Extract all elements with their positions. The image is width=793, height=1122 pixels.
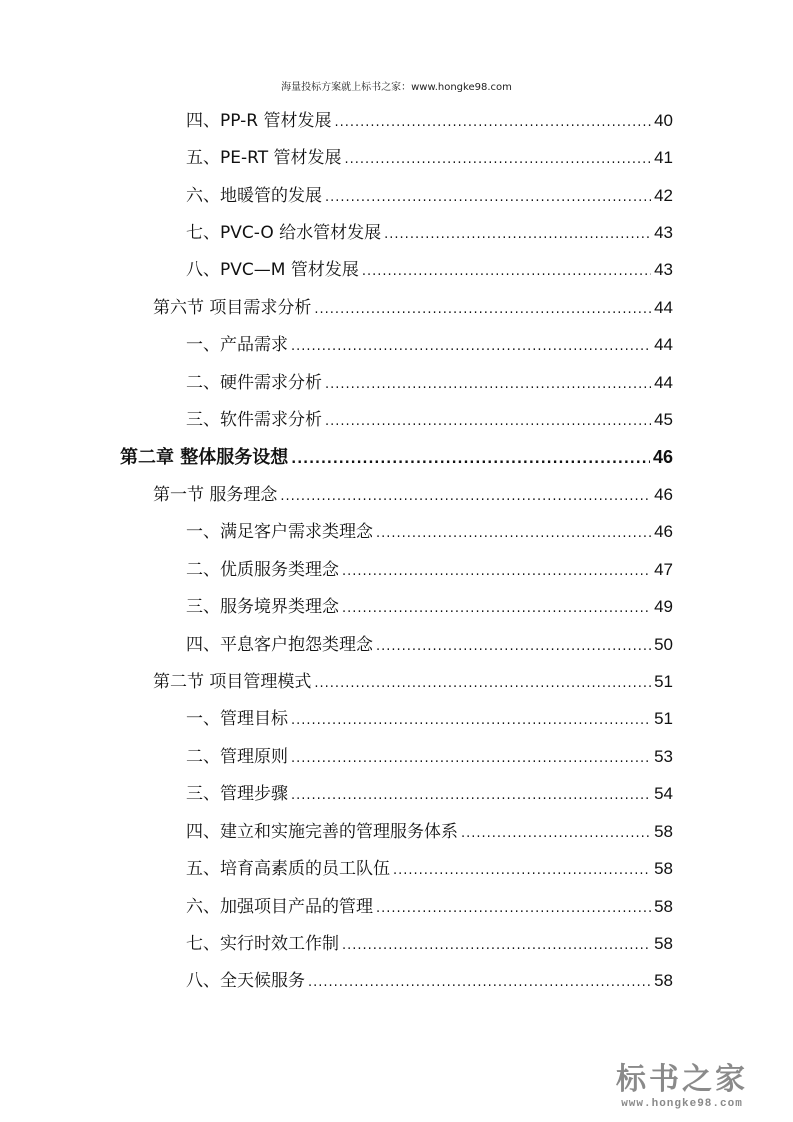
toc-page-number: 46 bbox=[654, 522, 673, 541]
toc-entry-label: 二、管理原则 bbox=[186, 747, 288, 767]
toc-leader-dots bbox=[291, 745, 651, 773]
toc-entry-label: 二、硬件需求分析 bbox=[186, 373, 322, 393]
toc-entry[interactable] bbox=[186, 893, 673, 921]
toc-entry[interactable] bbox=[186, 743, 673, 771]
toc-section[interactable] bbox=[153, 294, 673, 322]
toc-entry[interactable] bbox=[186, 331, 673, 359]
toc-page-number: 47 bbox=[654, 560, 673, 579]
toc-page-number: 58 bbox=[654, 971, 673, 990]
toc-leader-dots bbox=[308, 969, 651, 997]
toc-entry-label: 六、地暖管的发展 bbox=[186, 186, 322, 206]
toc-chapter[interactable] bbox=[120, 443, 673, 471]
toc-leader-dots bbox=[342, 595, 651, 623]
toc-page-number: 46 bbox=[654, 485, 673, 504]
toc-leader-dots bbox=[291, 782, 651, 810]
toc-entry-label: 第一节 服务理念 bbox=[153, 485, 278, 505]
toc-entry-label: 三、服务境界类理念 bbox=[186, 597, 339, 617]
toc-entry-label: 三、管理步骤 bbox=[186, 784, 288, 804]
toc-entry-label: 四、平息客户抱怨类理念 bbox=[186, 635, 373, 655]
toc-page-number: 58 bbox=[654, 822, 673, 841]
toc-entry[interactable] bbox=[186, 518, 673, 546]
toc-entry-label: 五、PE-RT 管材发展 bbox=[186, 148, 342, 168]
toc-page-number: 51 bbox=[654, 709, 673, 728]
toc-entry[interactable] bbox=[186, 967, 673, 995]
toc-leader-dots bbox=[342, 932, 651, 960]
toc-page-number: 43 bbox=[654, 260, 673, 279]
toc-leader-dots bbox=[291, 707, 651, 735]
toc-entry-label: 七、实行时效工作制 bbox=[186, 934, 339, 954]
toc-entry[interactable] bbox=[186, 219, 673, 247]
toc-leader-dots bbox=[461, 820, 651, 848]
toc-entry[interactable] bbox=[186, 818, 673, 846]
toc-leader-dots bbox=[314, 296, 651, 324]
toc-page-number: 58 bbox=[654, 897, 673, 916]
toc-entry-label: 二、优质服务类理念 bbox=[186, 560, 339, 580]
toc-entry[interactable] bbox=[186, 144, 673, 172]
page-header: 海量投标方案就上标书之家：www.hongke98.com bbox=[281, 82, 512, 93]
toc-entry-label: 五、培育高素质的员工队伍 bbox=[186, 859, 390, 879]
toc-entry-label: 第六节 项目需求分析 bbox=[153, 298, 312, 318]
toc-leader-dots bbox=[291, 446, 650, 474]
toc-entry[interactable] bbox=[186, 556, 673, 584]
toc-entry[interactable] bbox=[186, 930, 673, 958]
toc-entry[interactable] bbox=[186, 369, 673, 397]
toc-page-number: 43 bbox=[654, 223, 673, 242]
toc-entry[interactable] bbox=[186, 406, 673, 434]
toc-entry-label: 八、PVC—M 管材发展 bbox=[186, 260, 359, 280]
toc-leader-dots bbox=[325, 408, 651, 436]
toc-entry[interactable] bbox=[186, 593, 673, 621]
toc-entry[interactable] bbox=[186, 780, 673, 808]
toc-entry-label: 一、产品需求 bbox=[186, 335, 288, 355]
toc-section[interactable] bbox=[153, 668, 673, 696]
table-of-contents bbox=[0, 103, 793, 1003]
toc-leader-dots bbox=[376, 520, 651, 548]
toc-leader-dots bbox=[376, 633, 651, 661]
toc-entry-label: 三、软件需求分析 bbox=[186, 410, 322, 430]
toc-page-number: 46 bbox=[652, 447, 673, 467]
toc-entry[interactable] bbox=[186, 182, 673, 210]
toc-entry-label: 一、满足客户需求类理念 bbox=[186, 522, 373, 542]
toc-page-number: 53 bbox=[654, 747, 673, 766]
toc-leader-dots bbox=[393, 857, 651, 885]
toc-page-number: 44 bbox=[654, 298, 673, 317]
toc-page-number: 58 bbox=[654, 934, 673, 953]
toc-page-number: 51 bbox=[654, 672, 673, 691]
watermark-logo-text: 标书之家 bbox=[616, 1062, 748, 1097]
toc-leader-dots bbox=[280, 483, 651, 511]
toc-page-number: 44 bbox=[654, 335, 673, 354]
toc-leader-dots bbox=[384, 221, 651, 249]
toc-page-number: 44 bbox=[654, 373, 673, 392]
toc-entry-label: 一、管理目标 bbox=[186, 709, 288, 729]
toc-section[interactable] bbox=[153, 481, 673, 509]
toc-page-number: 54 bbox=[654, 784, 673, 803]
watermark-url: www.hongke98.com bbox=[621, 1098, 743, 1110]
toc-leader-dots bbox=[334, 109, 651, 137]
toc-entry[interactable] bbox=[186, 107, 673, 135]
toc-page-number: 45 bbox=[654, 410, 673, 429]
toc-entry-label: 六、加强项目产品的管理 bbox=[186, 897, 373, 917]
toc-entry[interactable] bbox=[186, 256, 673, 284]
toc-page-number: 42 bbox=[654, 186, 673, 205]
toc-page-number: 40 bbox=[654, 111, 673, 130]
toc-entry-label: 四、建立和实施完善的管理服务体系 bbox=[186, 822, 458, 842]
toc-entry[interactable] bbox=[186, 631, 673, 659]
toc-entry-label: 第二节 项目管理模式 bbox=[153, 672, 312, 692]
toc-leader-dots bbox=[291, 333, 651, 361]
toc-entry-label: 第二章 整体服务设想 bbox=[120, 447, 289, 468]
toc-entry-label: 八、全天候服务 bbox=[186, 971, 305, 991]
toc-entry[interactable] bbox=[186, 705, 673, 733]
toc-entry[interactable] bbox=[186, 855, 673, 883]
toc-page-number: 49 bbox=[654, 597, 673, 616]
toc-page-number: 50 bbox=[654, 635, 673, 654]
toc-leader-dots bbox=[376, 895, 651, 923]
toc-entry-label: 四、PP-R 管材发展 bbox=[186, 111, 332, 131]
toc-leader-dots bbox=[325, 371, 651, 399]
watermark-logo bbox=[587, 1062, 777, 1110]
toc-page-number: 41 bbox=[654, 148, 673, 167]
toc-leader-dots bbox=[325, 184, 651, 212]
toc-entry-label: 七、PVC-O 给水管材发展 bbox=[186, 223, 382, 243]
toc-page-number: 58 bbox=[654, 859, 673, 878]
toc-leader-dots bbox=[342, 558, 651, 586]
toc-leader-dots bbox=[362, 258, 651, 286]
toc-leader-dots bbox=[314, 670, 651, 698]
toc-leader-dots bbox=[345, 146, 652, 174]
